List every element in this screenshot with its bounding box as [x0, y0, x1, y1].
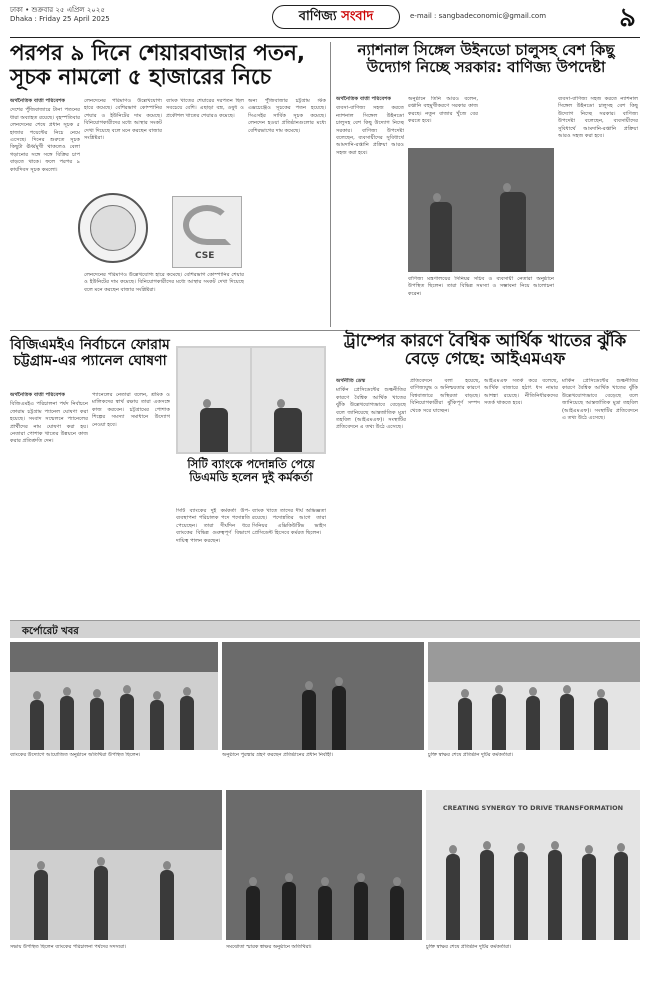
corporate-caption-1: ব্যাংকের উদ্যোগে আয়োজিত অনুষ্ঠানে অতিথিরা উপস্থিত ছিলেন। — [10, 752, 141, 758]
bgmea-byline: অর্থনৈতিক বার্তা পরিবেশক — [10, 392, 66, 398]
city-bank-photo-1 — [178, 348, 250, 452]
imf-col1-text: মার্কিন প্রেসিডেন্টের শুল্কনীতির কারণে বৈশ্বিক আর্থিক খাতের ঝুঁকি উল্লেখযোগ্যভাবে বেড়েছে বলে জানিয়েছে আন্তর্জাতিক মুদ্রা তহবিল (আইএমএফ)। সংস্থাটির প্রতিবেদনে এ তথ্য উঠে এসেছে। — [336, 387, 406, 431]
imf-byline: অর্থনীতি ডেস্ক — [336, 378, 366, 384]
single-window-photo — [408, 148, 554, 272]
corporate-photo-4 — [10, 790, 222, 940]
city-bank-photos — [176, 346, 326, 454]
cse-logo — [172, 196, 242, 268]
corporate-caption-2: অনুষ্ঠানে পুরস্কার গ্রহণ করছেন প্রতিষ্ঠানের প্রধান নির্বাহী। — [222, 752, 333, 758]
masthead-date — [10, 6, 110, 24]
corporate-news-title: কর্পোরেট খবর — [22, 626, 79, 637]
share-market-col2: লেনদেনের পরিমাণও উল্লেখযোগ্য হারে কমেছে। বেশিরভাগ কোম্পানির শেয়ার ও ইউনিটের দাম কমেছে। বিনিয়োগকারীদের মধ্যে আস্থার সংকট দেখা দিয়েছে বলে মনে করছেন বাজার সংশ্লিষ্টরা। — [84, 98, 162, 142]
city-bank-col2: ব্যাংক খাতে তাদের দীর্ঘ অভিজ্ঞতা রয়েছে। পদোন্নতির আগে তারা সিনিয়র এক্সিকিউটিভ ভাইস প্রেসিডেন্ট হিসেবে কর্মরত ছিলেন। — [252, 508, 326, 537]
masthead-email: e-mail : sangbadeconomic@gmail.com — [410, 12, 547, 20]
share-market-col2b: লেনদেনের পরিমাণও উল্লেখযোগ্য হারে কমেছে। বেশিরভাগ কোম্পানির শেয়ার ও ইউনিটের দাম কমেছে। বিনিয়োগকারীদের মধ্যে আস্থার সংকট দেখা দিয়েছে বলে মনে করছেন বাজার সংশ্লিষ্টরা। — [84, 272, 244, 293]
imf-col2: প্রতিবেদনে বলা হয়েছে, বাণিজ্যযুদ্ধ ও অনিশ্চয়তার কারণে বিশ্ববাজারে অস্থিরতা বাড়ছে। বিনিয়োগকারীরা ঝুঁকিপূর্ণ সম্পদ থেকে সরে যাচ্ছেন। — [410, 378, 480, 414]
corporate-photo-1 — [10, 642, 218, 750]
city-bank-photo-2 — [252, 348, 324, 452]
corporate-news-header — [10, 620, 640, 638]
single-window-col1 — [336, 96, 404, 324]
bgmea-col2: প্যানেলের নেতারা বলেন, শ্রমিক ও মালিকদের স্বার্থ রক্ষায় তারা একসঙ্গে কাজ করবেন। চট্টগ্রামের পোশাক শিল্পের সমস্যা সমাধানে উদ্যোগ নেওয়া হবে। — [92, 392, 170, 428]
bgmea-col1 — [10, 392, 88, 614]
single-window-byline: অর্থনৈতিক বার্তা পরিবেশক — [336, 96, 392, 102]
city-bank-col1: সিটি ব্যাংকের দুই কর্মকর্তা উপ-ব্যবস্থাপনা পরিচালক পদে পদোন্নতি পেয়েছেন। তারা দীর্ঘদিন ধরে ব্যাংকের বিভিন্ন গুরুত্বপূর্ণ বিভাগে দায়িত্ব পালন করছেন। — [176, 508, 250, 544]
cse-logo-label: CSE — [195, 251, 215, 261]
column-rule — [330, 42, 331, 327]
share-market-headline: পরপর ৯ দিনে শেয়ারবাজার পতন, সূচক নামলো ৫ হাজারের নিচে — [10, 41, 306, 91]
masthead-date-en: Dhaka : Friday 25 April 2025 — [10, 15, 110, 23]
imf-col1 — [336, 378, 406, 614]
logo-part2: সংবাদ — [341, 9, 374, 24]
share-market-col1-text: দেশের পুঁজিবাজারে টানা পতনের ধারা অব্যাহত রয়েছে। বৃহস্পতিবার লেনদেনের শেষে প্রধান সূচক ৫ হাজার পয়েন্টের নিচে নেমে এসেছে। দিনের শুরুতে সূচক কিছুটা ঊর্ধ্বমুখী থাকলেও বেলা গড়ানোর সঙ্গে সঙ্গে বিক্রির চাপ বাড়তে থাকে। ফলে পরপর ৯ কার্যদিবস সূচক কমলো। — [10, 107, 80, 173]
imf-col3: আইএমএফ সতর্ক করে বলেছে, আর্থিক বাজারে হঠাৎ ধস নামার আশঙ্কা রয়েছে। নীতিনির্ধারকদের সতর্ক থাকতে হবে। — [484, 378, 558, 407]
bgmea-col1-text: বিজিএমইএ পরিচালনা পর্ষদ নির্বাচনে ফোরাম চট্টগ্রাম প্যানেল ঘোষণা করা হয়েছে। সংবাদ সম্মেলনে প্যানেলের প্রার্থীদের নাম ঘোষণা করা হয়। নেতারা পোশাক খাতের উন্নয়নে কাজ করার প্রতিশ্রুতি দেন। — [10, 401, 88, 445]
single-window-col2: অনুষ্ঠানে তিনি আরও বলেন, রপ্তানি বহুমুখীকরণে সরকার কাজ করছে। নতুন বাজার খুঁজে বের করতে হবে। — [408, 96, 478, 125]
share-market-col3: ব্যাংক খাতের শেয়ারের দরপতন ছিল সবচেয়ে বেশি। এছাড়া বস্ত্র, ওষুধ ও প্রকৌশল খাতের শেয়ারও কমেছে। — [166, 98, 244, 119]
corporate-caption-6: চুক্তি স্বাক্ষর শেষে প্রতিষ্ঠান দুটির কর্মকর্তারা। — [426, 944, 512, 950]
city-bank-headline: সিটি ব্যাংকে পদোন্নতি পেয়ে ডিএমডি হলেন দুই কর্মকর্তা — [187, 457, 315, 484]
single-window-headline: ন্যাশনাল সিঙ্গেল উইনডো চালুসহ বেশ কিছু উদ্যোগ নিচ্ছে সরকার: বাণিজ্য উপদেষ্টা — [357, 41, 615, 76]
masthead-date-bn: ঢাকা • শুক্রবার ২৫ এপ্রিল ২০২৫ — [10, 6, 105, 14]
corporate-caption-4: সভায় উপস্থিত ছিলেন ব্যাংকের পরিচালনা পর্ষদের সদস্যরা। — [10, 944, 127, 950]
single-window-col1-text: ব্যবসা-বাণিজ্য সহজ করতে ন্যাশনাল সিঙ্গেল উইনডো চালুসহ বেশ কিছু উদ্যোগ নিচ্ছে সরকার। বাণিজ্য উপদেষ্টা বলেছেন, ব্যবসায়ীদের সুবিধার্থে আমদানি-রপ্তানি প্রক্রিয়া আরও সহজ করা হবে। — [336, 105, 404, 156]
single-window-col3: বাণিজ্য মন্ত্রণালয়ের সিনিয়র সচিব ও ব্যবসায়ী নেতারা অনুষ্ঠানে উপস্থিত ছিলেন। তারা বিভিন্ন সমস্যা ও সম্ভাবনা নিয়ে আলোচনা করেন। — [408, 276, 554, 297]
single-window-col4: ব্যবসা-বাণিজ্য সহজ করতে ন্যাশনাল সিঙ্গেল উইনডো চালুসহ বেশ কিছু উদ্যোগ নিচ্ছে সরকার। বাণিজ্য উপদেষ্টা বলেছেন, ব্যবসায়ীদের সুবিধার্থে আমদানি-রপ্তানি প্রক্রিয়া আরও সহজ করা হবে। — [558, 96, 638, 140]
newspaper-logo — [272, 5, 400, 29]
bgmea-headline: বিজিএমইএ নির্বাচনে ফোরাম চট্টগ্রাম-এর প্যানেল ঘোষণা — [10, 337, 170, 369]
corporate-photo-6 — [426, 790, 640, 940]
corporate-photo-3 — [428, 642, 640, 750]
share-market-byline: অর্থনৈতিক বার্তা পরিবেশক — [10, 98, 66, 104]
imf-headline: ট্রাম্পের কারণে বৈশ্বিক আর্থিক খাতের ঝুঁকি বেড়ে গেছে: আইএমএফ — [343, 331, 627, 369]
masthead — [10, 4, 640, 38]
logo-part1: বাণিজ্য — [298, 9, 337, 24]
corporate-banner-text: CREATING SYNERGY TO DRIVE TRANSFORMATION — [442, 804, 624, 812]
corporate-photo-2 — [222, 642, 424, 750]
dse-logo — [78, 193, 148, 263]
share-market-col4: অন্য পুঁজিবাজার চট্টগ্রাম স্টক এক্সচেঞ্জেও সূচকের পতন হয়েছে। সিএসইর সার্বিক সূচক কমেছে। লেনদেন হওয়া প্রতিষ্ঠানগুলোর মধ্যে বেশিরভাগের দাম কমেছে। — [248, 98, 326, 134]
page-number: ৯ — [619, 3, 636, 33]
corporate-caption-5: সমঝোতা স্মারক স্বাক্ষর অনুষ্ঠানে অতিথিরা। — [226, 944, 312, 950]
corporate-caption-3: চুক্তি স্বাক্ষর শেষে প্রতিষ্ঠান দুটির কর্মকর্তারা। — [428, 752, 514, 758]
share-market-col1 — [10, 98, 80, 333]
corporate-photo-5 — [226, 790, 422, 940]
imf-col4: মার্কিন প্রেসিডেন্টের শুল্কনীতির কারণে বৈশ্বিক আর্থিক খাতের ঝুঁকি উল্লেখযোগ্যভাবে বেড়েছে বলে জানিয়েছে আন্তর্জাতিক মুদ্রা তহবিল (আইএমএফ)। সংস্থাটির প্রতিবেদনে এ তথ্য উঠে এসেছে। — [562, 378, 638, 422]
